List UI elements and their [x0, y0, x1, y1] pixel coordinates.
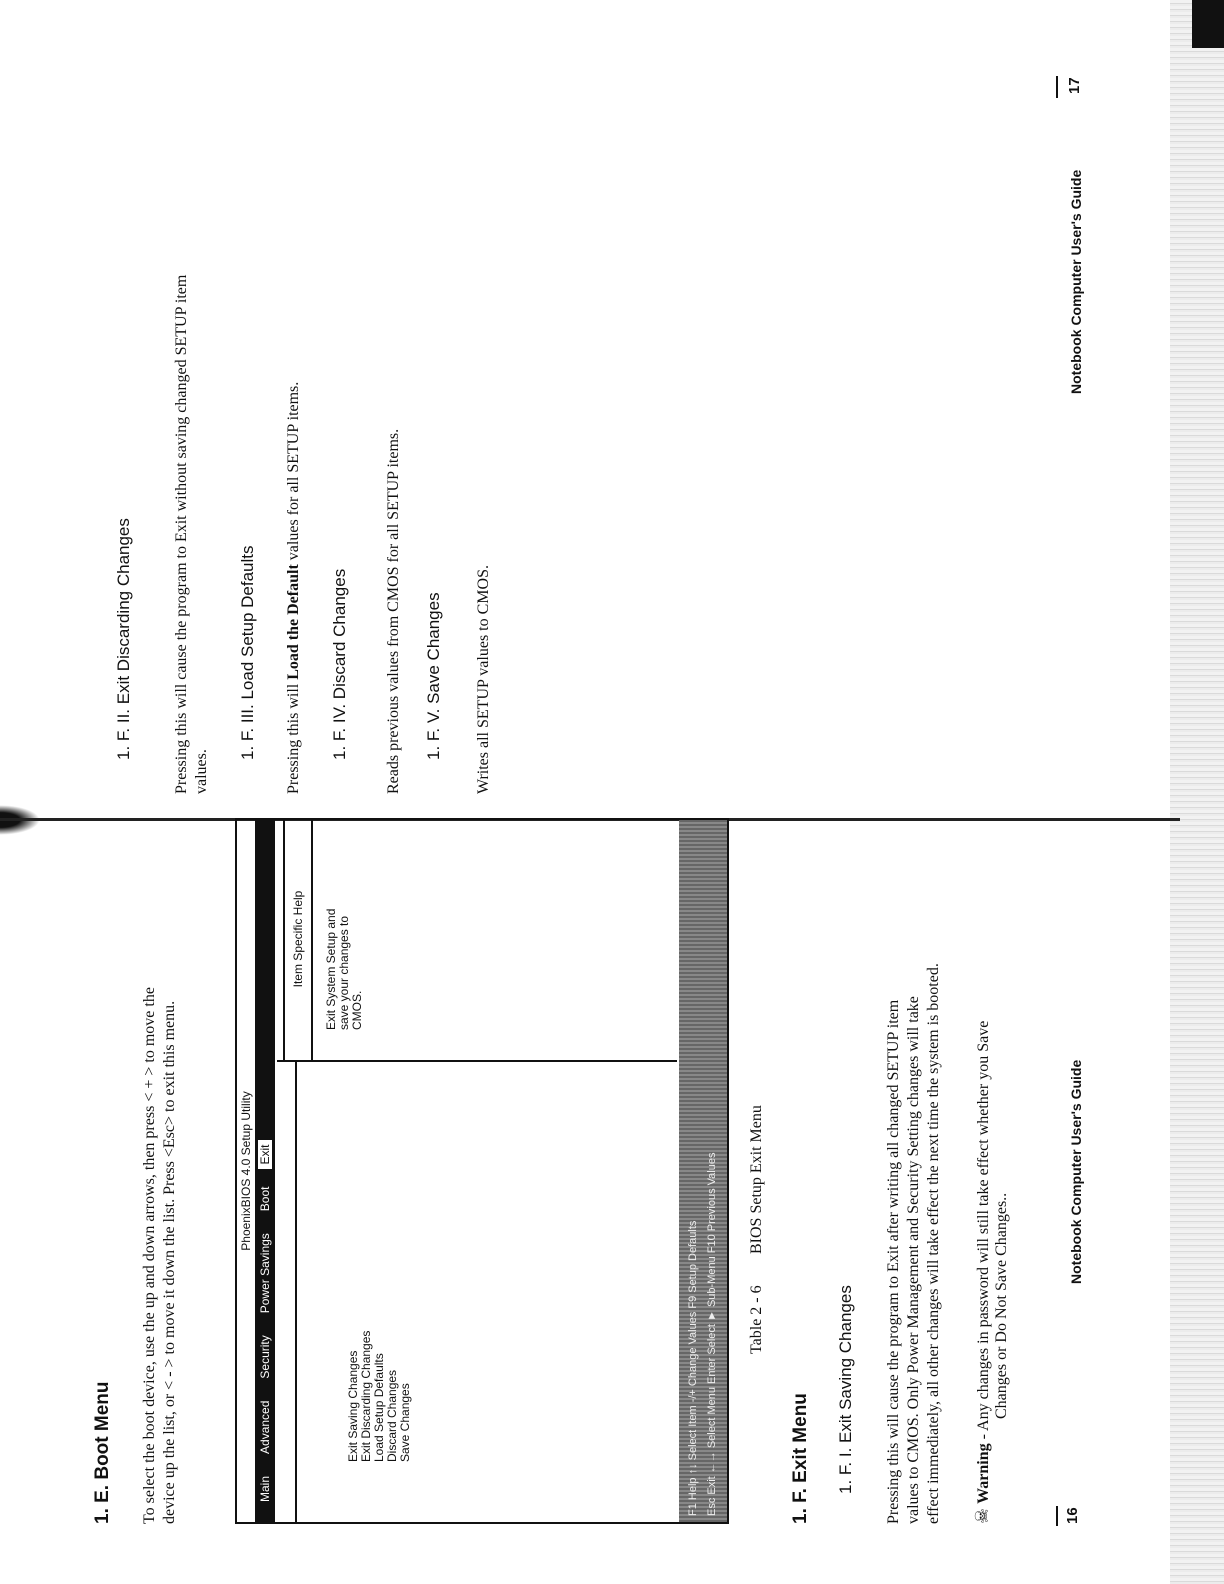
- footer-title-right: Notebook Computer User's Guide: [1068, 169, 1084, 394]
- page-number-rule: [1056, 76, 1058, 98]
- bios-help-panel: [277, 818, 677, 1062]
- warning-label: Warning: [975, 1443, 992, 1504]
- bios-title: PhoenixBIOS 4.0 Setup Utility: [239, 1091, 253, 1251]
- exit-saving-text-line1: Pressing this will cause the program to Exit after writing all changed SETUP item: [885, 999, 902, 1524]
- bios-key-legend-row1: F1 Help ↑↓ Select Item -/+ Change Values F9 Setup Defaults: [687, 1220, 699, 1516]
- bios-option-exit-saving[interactable]: Exit Saving Changes: [346, 1350, 360, 1462]
- bios-help-line: save your changes to: [337, 915, 351, 1030]
- exit-saving-text-line3: effect immediately, all other changes will take effect the next time the system is booted.: [925, 963, 942, 1524]
- warning-note: [972, 1021, 993, 1524]
- discard-changes-heading: 1. F. IV. Discard Changes: [330, 568, 349, 760]
- save-changes-text: Writes all SETUP values to CMOS.: [475, 565, 492, 794]
- bios-menu-exit[interactable]: Exit: [258, 1141, 272, 1169]
- bios-key-legend: [679, 820, 727, 1522]
- exit-saving-text-line2: values to CMOS. Only Power Management and Security Setting changes will take: [905, 996, 922, 1524]
- exit-discarding-text-line2: values.: [193, 749, 210, 794]
- bios-menu-boot[interactable]: Boot: [258, 1186, 272, 1212]
- bios-help-text: [313, 818, 364, 1060]
- boot-menu-text-line2: device up the list, or < - > to move it down the list. Press <Esc> to exit this menu.: [161, 1000, 178, 1524]
- bios-menu-main[interactable]: Main: [258, 1475, 272, 1502]
- table-caption-text: BIOS Setup Exit Menu: [748, 1105, 765, 1254]
- exit-saving-heading: 1. F. I. Exit Saving Changes: [836, 1285, 855, 1494]
- bios-option-save-changes[interactable]: Save Changes: [398, 1383, 412, 1462]
- bios-menu-bar: [255, 820, 275, 1522]
- page-number-16: 16: [1064, 1507, 1081, 1524]
- bios-key-legend-row2: Esc Exit ←→ Select Menu Enter Select ► Sub-Menu F10 Previous Values: [706, 1152, 718, 1516]
- bios-options-panel: [295, 1062, 679, 1522]
- bios-option-discard-changes[interactable]: Discard Changes: [385, 1369, 399, 1462]
- page-number-rule: [1056, 1506, 1058, 1526]
- warning-icon: ☠: [972, 1507, 992, 1524]
- bios-option-exit-discarding[interactable]: Exit Discarding Changes: [359, 1330, 373, 1462]
- bios-help-line: Exit System Setup and: [324, 908, 338, 1030]
- exit-menu-heading: 1. F. Exit Menu: [790, 1393, 811, 1524]
- bios-option-load-defaults[interactable]: Load Setup Defaults: [372, 1353, 386, 1462]
- page-16: [0, 824, 1224, 1584]
- bios-screenshot: [235, 818, 729, 1524]
- discard-changes-text: Reads previous values from CMOS for all SETUP items.: [385, 428, 402, 794]
- bios-body: [277, 820, 677, 1522]
- bios-menu-security[interactable]: Security: [258, 1335, 272, 1379]
- warning-text-line1: - Any changes in password will still take effect whether you Save: [975, 1020, 992, 1444]
- warning-text-line2: Changes or Do Not Save Changes..: [993, 1192, 1010, 1419]
- bios-menu-power-savings[interactable]: Power Savings: [258, 1233, 272, 1314]
- bios-help-title: Item Specific Help: [283, 818, 313, 1060]
- page-number-17: 17: [1066, 77, 1083, 94]
- bios-exit-options: [347, 1331, 412, 1462]
- table-caption-number: Table 2 - 6: [748, 1285, 765, 1354]
- bios-help-line: CMOS.: [350, 990, 364, 1030]
- load-defaults-heading: 1. F. III. Load Setup Defaults: [238, 545, 257, 760]
- boot-menu-text-line1: To select the boot device, use the up and down arrows, then press < + > to move the: [141, 987, 158, 1524]
- footer-title-left: Notebook Computer User's Guide: [1068, 1059, 1084, 1284]
- exit-discarding-text-line1: Pressing this will cause the program to Exit without saving changed SETUP item: [173, 274, 190, 794]
- page-17: [0, 14, 1224, 794]
- save-changes-heading: 1. F. V. Save Changes: [424, 592, 443, 760]
- exit-discarding-heading: 1. F. II. Exit Discarding Changes: [114, 518, 133, 760]
- load-defaults-text: Pressing this will Load the Default values for all SETUP items.: [285, 381, 302, 794]
- boot-menu-heading: 1. E. Boot Menu: [92, 1381, 113, 1524]
- bios-menu-advanced[interactable]: Advanced: [258, 1400, 272, 1454]
